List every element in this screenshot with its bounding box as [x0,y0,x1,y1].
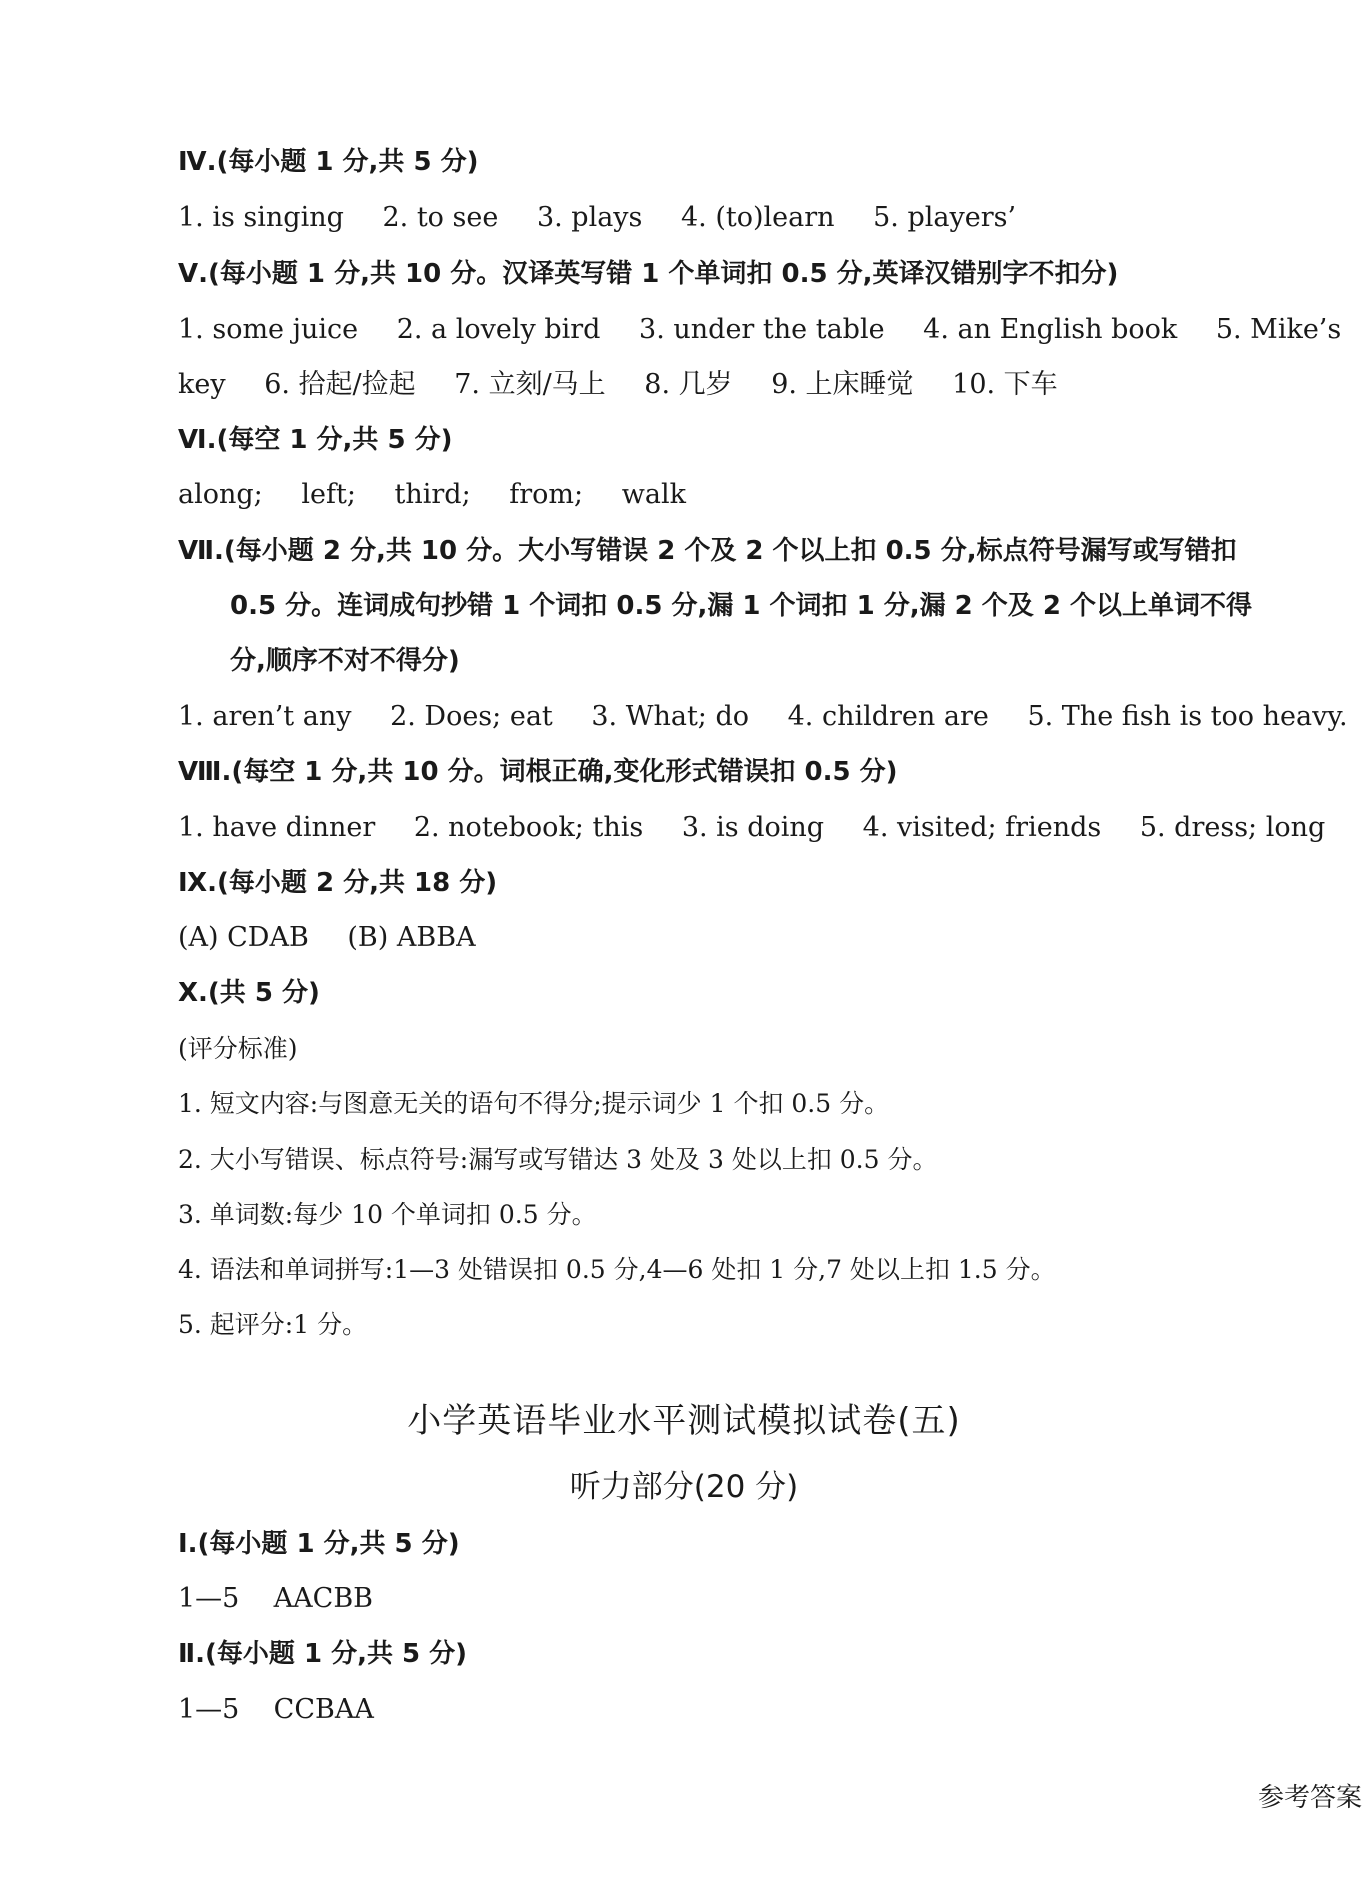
answer-item: 1. some juice [178,314,359,345]
section-9-answers [178,918,1288,958]
section-5-heading: Ⅴ.(每小题 1 分,共 10 分。汉译英写错 1 个单词扣 0.5 分,英译汉错别字不扣分) [178,259,1119,289]
answer-item: 5. The fish is too heavy. [1027,701,1348,732]
criteria-item: 4. 语法和单词拼写:1—3 处错误扣 0.5 分,4—6 处扣 1 分,7 处以上扣 1.5 分。 [178,1255,1056,1284]
answer-item: (A) CDAB [178,922,309,953]
answer-item: 1. have dinner [178,812,376,843]
answer-item: (B) ABBA [347,922,476,953]
answer-item: 1. aren’t any [178,701,352,732]
test5-section-1-heading: Ⅰ.(每小题 1 分,共 5 分) [178,1529,460,1559]
test-title: 小学英语毕业水平测试模拟试卷(五) [407,1401,961,1441]
section-5-answers-line-2 [178,365,1288,405]
test5-section-2-heading: Ⅱ.(每小题 1 分,共 5 分) [178,1639,468,1669]
section-7-answers [178,697,1348,737]
answer-item: 3. under the table [639,314,885,345]
section-7-heading-line-2: 0.5 分。连词成句抄错 1 个词扣 0.5 分,漏 1 个词扣 1 分,漏 2 个及 2 个以上单词不得 [230,591,1252,621]
answer-item: 2. Does; eat [390,701,553,732]
answer-item: 7. 立刻/马上 [454,369,606,400]
answer-item: along; [178,479,263,510]
answer-item: 1. is singing [178,202,344,233]
section-4-answers [178,198,1288,238]
section-8-answers [178,808,1326,848]
section-7-heading-line-1: Ⅶ.(每小题 2 分,共 10 分。大小写错误 2 个及 2 个以上扣 0.5 分,标点符号漏写或写错扣 [178,536,1237,566]
answer-item: 2. to see [382,202,499,233]
criteria-item: 1. 短文内容:与图意无关的语句不得分;提示词少 1 个扣 0.5 分。 [178,1089,890,1118]
answer-item: left; [301,479,356,510]
criteria-item: 2. 大小写错误、标点符号:漏写或写错达 3 处及 3 处以上扣 0.5 分。 [178,1145,938,1174]
answer-item: 3. What; do [591,701,750,732]
section-8-heading: Ⅷ.(每空 1 分,共 10 分。词根正确,变化形式错误扣 0.5 分) [178,757,898,787]
answer-item: 8. 几岁 [644,369,733,400]
answer-item: 5. players’ [873,202,1017,233]
section-7-heading-line-3: 分,顺序不对不得分) [230,646,460,676]
answer-item: 3. plays [536,202,643,233]
answer-item: key [178,369,226,400]
test5-section-2-answer: 1—5 CCBAA [178,1694,374,1725]
answer-item: 10. 下车 [952,369,1058,400]
answer-item: walk [621,479,686,510]
answer-item: 5. Mike’s [1215,314,1342,345]
answer-item: 4. (to)learn [681,202,835,233]
test-subtitle: 听力部分(20 分) [569,1469,799,1505]
answer-item: from; [509,479,584,510]
answer-item: 4. children are [787,701,989,732]
section-6-heading: Ⅵ.(每空 1 分,共 5 分) [178,425,453,455]
section-10-heading: Ⅹ.(共 5 分) [178,978,320,1008]
answer-item: 2. a lovely bird [396,314,601,345]
section-9-heading: Ⅸ.(每小题 2 分,共 18 分) [178,868,498,898]
answer-item: 3. is doing [681,812,825,843]
criteria-label: (评分标准) [178,1034,298,1063]
answer-item: 6. 拾起/捡起 [264,369,416,400]
section-5-answers-line-1 [178,310,1342,350]
answer-item: 5. dress; long [1139,812,1326,843]
answer-item: 9. 上床睡觉 [771,369,914,400]
answer-item: 4. visited; friends [862,812,1102,843]
footer-label: 参考答案 [1258,1783,1363,1813]
answer-item: third; [394,479,471,510]
criteria-item: 3. 单词数:每少 10 个单词扣 0.5 分。 [178,1200,597,1229]
criteria-item: 5. 起评分:1 分。 [178,1310,368,1339]
answer-item: 4. an English book [923,314,1178,345]
section-6-answers [178,475,1288,515]
test5-section-1-answer: 1—5 AACBB [178,1583,374,1614]
section-4-heading: Ⅳ.(每小题 1 分,共 5 分) [178,147,479,177]
answer-item: 2. notebook; this [413,812,644,843]
